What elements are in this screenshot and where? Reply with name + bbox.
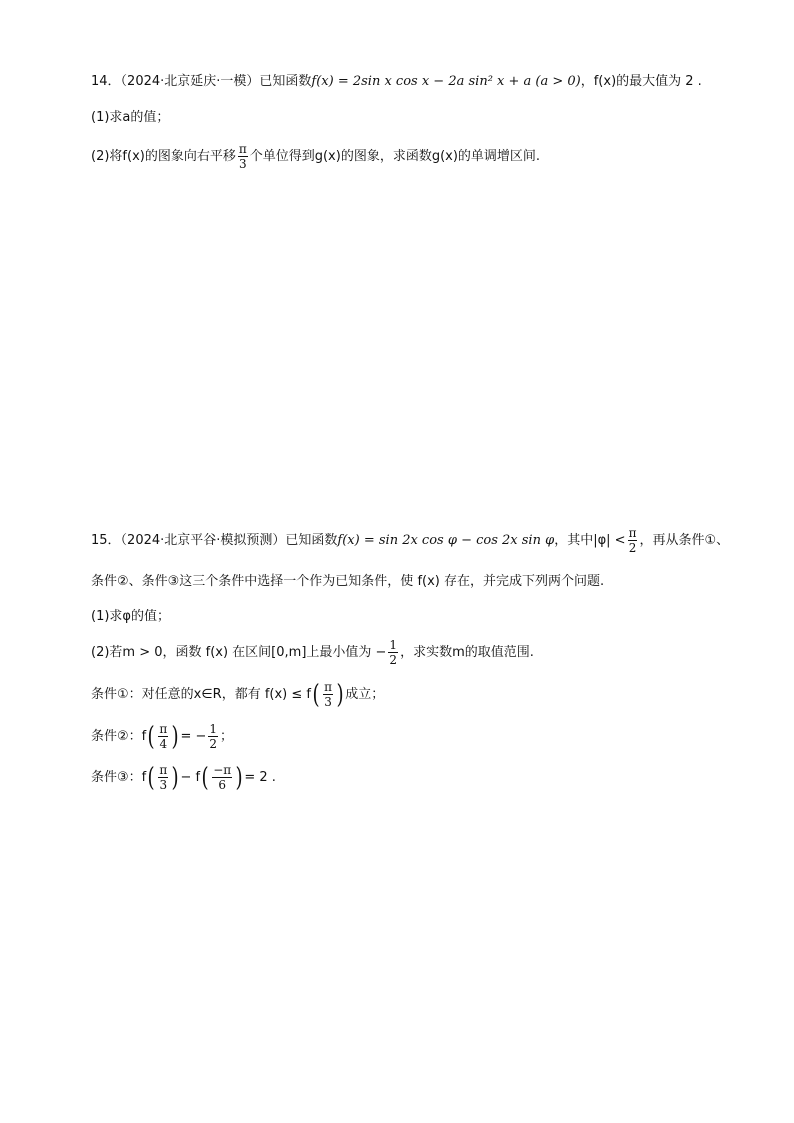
q14-shift-fraction: [238, 142, 248, 171]
q15-cond3-den2: 6: [218, 778, 226, 792]
q15-function: f(x) = sin 2x cos φ − cos 2x sin φ: [337, 533, 555, 548]
left-paren: (: [312, 679, 320, 710]
q15-cond3-suffix: = 2 .: [244, 770, 276, 785]
q15-cond2-result-fraction: [208, 722, 218, 751]
left-paren: (: [201, 762, 209, 793]
q14-shift-den: 3: [238, 157, 247, 171]
q15-part2-prefix: (2)若m > 0，函数 f(x) 在区间[0,m]上最小值为 −: [91, 645, 387, 660]
q14-function: f(x) = 2sin x cos x − 2a sin² x + a (a > 0): [311, 74, 581, 89]
q15-part2: [91, 636, 534, 670]
right-paren: ): [235, 762, 243, 793]
q15-stem: [91, 524, 729, 558]
q15-cond2-suffix: ；: [220, 729, 234, 744]
q15-phi-num: π: [628, 526, 637, 540]
right-paren: ): [336, 679, 344, 710]
q15-phi-fraction: [628, 526, 638, 555]
q15-min-num: 1: [389, 638, 398, 652]
q15-condition-1: [91, 678, 384, 712]
right-paren: ): [171, 762, 179, 793]
q15-cond1-num: π: [324, 680, 333, 694]
q14-stem-suffix: ，f(x)的最大值为 2 .: [580, 74, 702, 89]
q15-number: 15．: [91, 533, 121, 548]
q15-cond3-fraction-2: [212, 763, 232, 792]
q15-cond2-den: 4: [159, 737, 168, 751]
q15-condition-3: [91, 761, 276, 795]
q15-cond2-rnum: 1: [209, 722, 217, 736]
q15-stem-line2: 条件②、条件③这三个条件中选择一个作为已知条件，使 f(x) 存在，并完成下列两个问题.: [91, 574, 605, 589]
q14-stem-prefix: 已知函数: [259, 74, 312, 89]
q15-cond3-num1: π: [159, 763, 168, 777]
q15-cond3-mid: − f: [180, 770, 201, 785]
right-paren: ): [171, 721, 179, 752]
q15-cond1-prefix: 条件①：对任意的x∈R，都有 f(x) ≤ f: [91, 687, 311, 702]
q15-part2-suffix: ，求实数m的取值范围.: [400, 645, 534, 660]
q15-cond2-fraction: [158, 722, 168, 751]
q15-cond3-fraction-1: [158, 763, 168, 792]
q14-part2-suffix: 个单位得到g(x)的图象，求函数g(x)的单调增区间.: [249, 149, 541, 164]
q15-min-fraction: [388, 638, 398, 667]
q15-min-den: 2: [389, 653, 398, 667]
q15-cond1-den: 3: [324, 695, 332, 709]
q14-part1: (1)求a的值；: [91, 110, 170, 125]
q14-shift-num: π: [238, 142, 247, 156]
q15-stem-suffix: ，再从条件①、: [639, 533, 730, 548]
q14-number: 14．: [91, 74, 121, 89]
q15-cond2-mid: = −: [180, 729, 207, 744]
q15-source: （2024·北京平谷·模拟预测）: [120, 533, 286, 548]
q15-stem-prefix: 已知函数: [285, 533, 338, 548]
q15-cond2-prefix: 条件②：f: [91, 729, 147, 744]
q14-part2: [91, 140, 540, 174]
q15-cond3-prefix: 条件③：f: [91, 770, 147, 785]
q15-cond2-rden: 2: [209, 737, 217, 751]
q14-source: （2024·北京延庆·一模）: [120, 74, 260, 89]
q15-cond3-den1: 3: [159, 778, 168, 792]
left-paren: (: [147, 762, 155, 793]
q15-cond3-num2: −π: [213, 763, 232, 777]
q15-where: ，其中|φ| <: [554, 533, 626, 548]
q15-part1: (1)求φ的值；: [91, 609, 170, 624]
q14-part2-prefix: (2)将f(x)的图象向右平移: [91, 149, 236, 164]
q15-cond1-fraction: [323, 680, 333, 709]
q15-condition-2: [91, 720, 233, 754]
q15-phi-den: 2: [628, 541, 637, 555]
q15-cond1-suffix: 成立；: [345, 687, 385, 702]
left-paren: (: [147, 721, 155, 752]
q15-cond2-num: π: [159, 722, 168, 736]
q14-stem: [91, 72, 702, 92]
